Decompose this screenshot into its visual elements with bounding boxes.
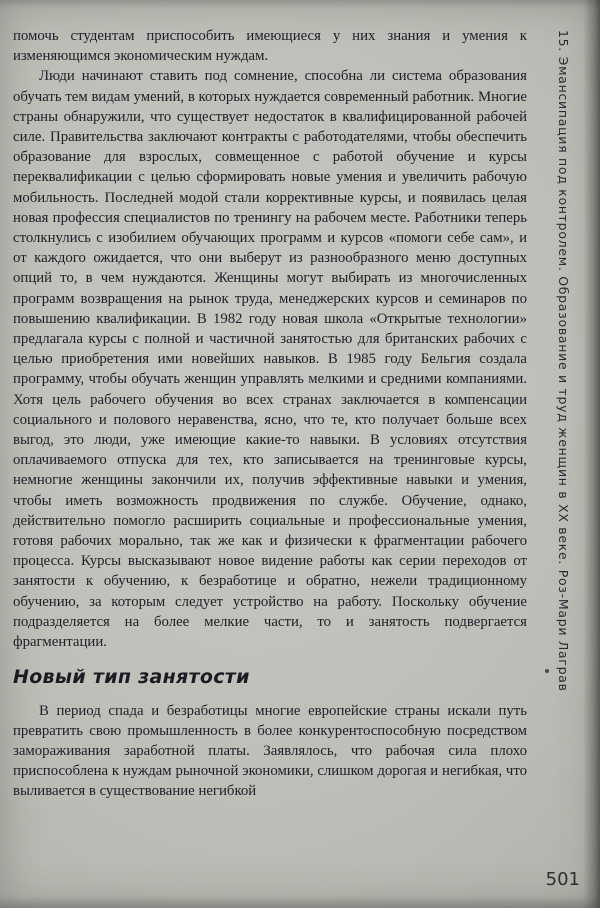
scan-artifact-dot <box>545 669 549 673</box>
section-heading: Новый тип занятости <box>13 666 250 689</box>
paragraph-new-section: В период спада и безработицы многие европейские страны искали путь превратить свою промышленность в более конкурентоспособную посредством замораживания заработной платы. Заявлялось, что рабочая сила плохо приспособлена к нуждам рыночной экономики, слишком дорогая и негибкая, что выливается в существование негибкой <box>13 702 527 800</box>
paragraph-main: Люди начинают ставить под сомнение, способна ли система образования обучать тем видам умений, в которых нуждается современный работник. Многие страны обнаружили, что существует недостаток в квалифицированной рабочей силе. Правительства заключают контракты с работодателями, чтобы обеспечить образование для взрослых, совмещенное с работой обучение и курсы переквалификации с целью сформировать новые умения и увеличить рабочую мобильность. Последней модой стали коррективные курсы, и появилась целая новая профессия специалистов по тренингу на рабочем месте. Работники теперь столкнулись с изобилием обучающих программ и курсов «помоги себе сам», и от каждого ожидается, что они выберут из разнообразного меню доступных опций то, в чем нуждаются. Женщины могут выбирать из многочисленных программ возвращения на рынок труда, менеджерских курсов и семинаров по повышению квалификации. В 1982 году новая школа «Открытые технологии» предлагала курсы с полной и частичной занятостью для британских рабочих с целью приобретения ими новейших навыков. В 1985 году Бельгия создала программу, чтобы обучать женщин управлять мелкими и средними компаниями. Хотя цель рабочего обучения во всех странах заключается в компенсации социального и полового неравенства, ясно, что те, кто получает больше всех выгод, это люди, уже имеющие какие-то навыки. В условиях отсутствия оплачиваемого отпуска для тех, кто записывается на тренинговые курсы, немногие женщины закончили их, получив эффективные навыки и умения, чтобы иметь возможность продвижения по службе. Обучение, однако, действительно помогло расширить социальные и профессиональные умения, готовя рабочих морально, так же как и физически к фрагментации рабочего процесса. Курсы высказывают новое видение работы как серии переходов от занятости к обучению, к безработице и обратно, нежели традиционному обучению, за которым следует устройство на работу. Поскольку обучение подразделяется на более мелкие части, то и занятость подвергается фрагментации. <box>13 68 527 651</box>
body-text-column <box>13 26 527 802</box>
scan-edge-shadow-top <box>0 0 600 8</box>
scan-edge-shadow-right <box>583 0 600 908</box>
chapter-margin-note-vertical: 15. Эмансипация под контролем. Образование и труд женщин в XX веке. Роз-Мари Лаграв <box>556 30 571 692</box>
page-number: 501 <box>545 869 580 890</box>
paragraph-continuation: помочь студентам приспособить имеющиеся у них знания и умения к изменяющимся экономическим нуждам. <box>13 28 527 65</box>
scan-edge-shadow-bottom <box>0 896 600 908</box>
